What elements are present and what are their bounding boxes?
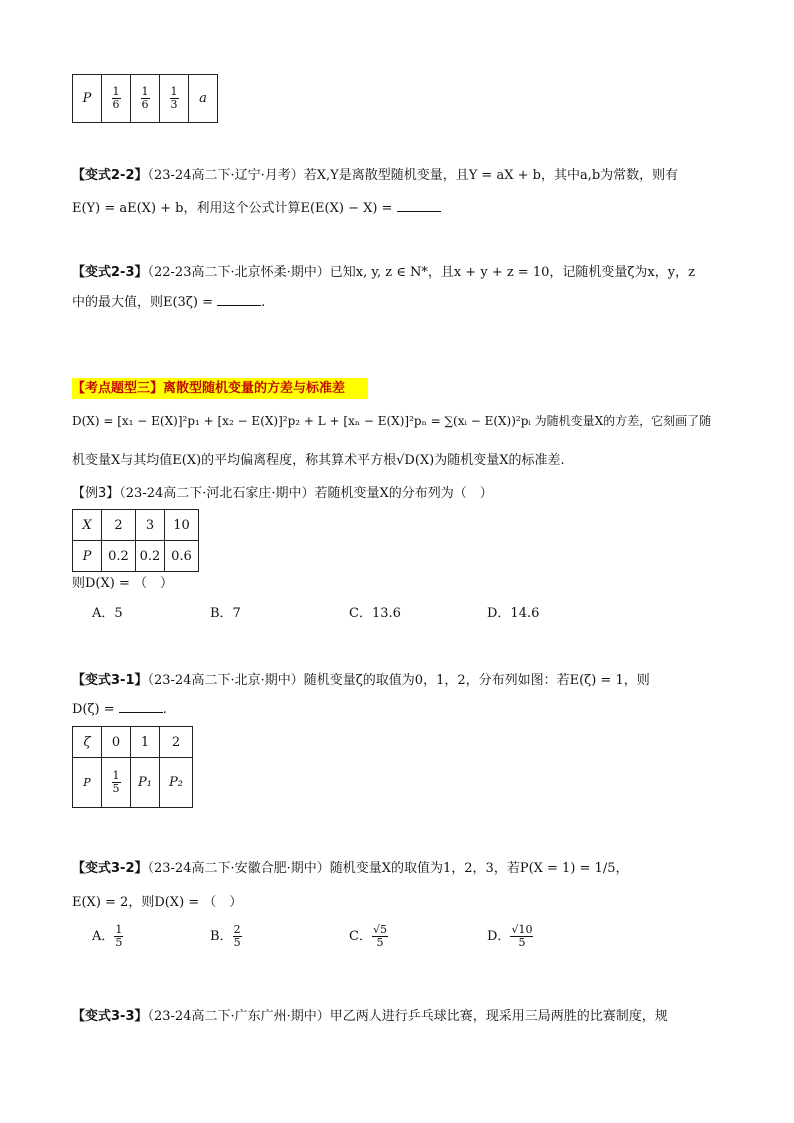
problem-source: （23-24高二下·广东广州·期中） [147, 1009, 330, 1024]
variant-3-3 [72, 1006, 668, 1028]
table-cell: 1 [131, 727, 160, 758]
variance-definition-line2: 机变量X与其均值E(X)的平均偏离程度，称其算术平方根√D(X)为随机变量X的标准差. [72, 453, 565, 468]
problem-text: 已知x, y, z ∈ N*，且x + y + z = 10，记随机变量ζ为x，y，z [329, 265, 695, 280]
table-cell: 0.2 [102, 541, 136, 572]
table-cell: a [189, 75, 218, 123]
problem-text: 甲乙两人进行乒乓球比赛，现采用三局两胜的比赛制度，规 [329, 1009, 668, 1024]
table-cell: 0.6 [165, 541, 199, 572]
problem-label: 【变式2-2】 [72, 168, 148, 183]
problem-label: 【变式2-3】 [72, 265, 148, 280]
table-cell: 2 [160, 727, 193, 758]
problem-text: 随机变量ζ的取值为0，1，2，分布列如图：若E(ζ) = 1，则 [303, 673, 650, 688]
option-a[interactable]: A．5 [92, 606, 123, 621]
table-cell: 2 [102, 510, 136, 541]
problem-text: （23-24高二下·河北石家庄·期中）若随机变量X的分布列为（ ） [119, 486, 493, 501]
table-cell: ζ [73, 727, 102, 758]
answer-blank[interactable] [217, 291, 261, 306]
variant-3-1 [72, 670, 650, 692]
option-c[interactable]: C． $\frac{√5}{5}$ [349, 923, 387, 949]
problem-text: D(ζ) = [72, 702, 119, 717]
table-cell: $\frac{1}{6}$ [102, 75, 131, 123]
problem-source: （23-24高二下·北京·期中） [147, 673, 304, 688]
problem-text: E(Y) = aE(X) + b，利用这个公式计算E(E(X) − X) = [72, 201, 397, 216]
option-a[interactable]: A． $\frac{1}{5}$ [92, 923, 123, 949]
problem-text: 随机变量X的取值为1，2，3，若P(X = 1) = 1/5， [329, 861, 629, 876]
table-cell: P₂ [160, 758, 193, 808]
table-cell: P [73, 541, 102, 572]
example-3-question: 则D(X) = （ ） [72, 576, 173, 591]
problem-label: 【例3】 [72, 486, 120, 501]
problem-label: 【变式3-2】 [72, 861, 148, 876]
table-cell: 3 [136, 510, 165, 541]
table-cell: 0 [102, 727, 131, 758]
example-3-table [72, 509, 199, 572]
problem-source: （22-23高二下·北京怀柔·期中） [147, 265, 330, 280]
option-d[interactable]: D． $\frac{√10}{5}$ [487, 923, 533, 949]
variant-3-1-line2: D(ζ) = . [72, 698, 167, 721]
option-d[interactable]: D．14.6 [487, 606, 540, 621]
variant-2-3 [72, 262, 695, 284]
option-b[interactable]: B． $\frac{2}{5}$ [210, 923, 241, 949]
option-c[interactable]: C．13.6 [349, 606, 401, 621]
problem-source: （23-24高二下·辽宁·月考） [147, 168, 304, 183]
section-heading: 【考点题型三】离散型随机变量的方差与标准差 [72, 378, 368, 399]
problem-label: 【变式3-3】 [72, 1009, 148, 1024]
table-cell: $\frac{1}{5}$ [102, 758, 131, 808]
variant-3-1-table [72, 726, 193, 808]
table-cell: P [73, 75, 102, 123]
table-cell: 10 [165, 510, 199, 541]
problem-label: 【变式3-1】 [72, 673, 148, 688]
variant-2-2-line2 [72, 197, 441, 220]
table-cell: P₁ [131, 758, 160, 808]
variance-definition-line1: D(X) = [x₁ − E(X)]²p₁ + [x₂ − E(X)]²p₂ + L + [xₙ − E(X)]²pₙ = ∑(xᵢ − E(X))²pᵢ 为随机变量X的方差，它刻画了随 [72, 414, 712, 428]
problem-text: 中的最大值，则E(3ζ) = [72, 295, 218, 310]
table-cell: $\frac{1}{3}$ [160, 75, 189, 123]
problem-source: （23-24高二下·安徽合肥·期中） [147, 861, 330, 876]
problem-text: 若X,Y是离散型随机变量，且Y = aX + b，其中a,b为常数，则有 [303, 168, 679, 183]
table-cell: $\frac{1}{6}$ [131, 75, 160, 123]
variant-3-2 [72, 858, 628, 880]
answer-blank[interactable] [397, 197, 441, 212]
answer-blank[interactable] [119, 698, 163, 713]
variant-2-2 [72, 165, 678, 187]
variant-2-3-line2: 中的最大值，则E(3ζ) = . [72, 291, 265, 314]
top-distribution-table [72, 74, 218, 123]
variant-3-2-line2: E(X) = 2，则D(X) = （ ） [72, 895, 243, 910]
table-cell: X [73, 510, 102, 541]
example-3 [72, 483, 493, 505]
table-cell: 0.2 [136, 541, 165, 572]
option-b[interactable]: B．7 [210, 606, 241, 621]
table-cell: P [73, 758, 102, 808]
